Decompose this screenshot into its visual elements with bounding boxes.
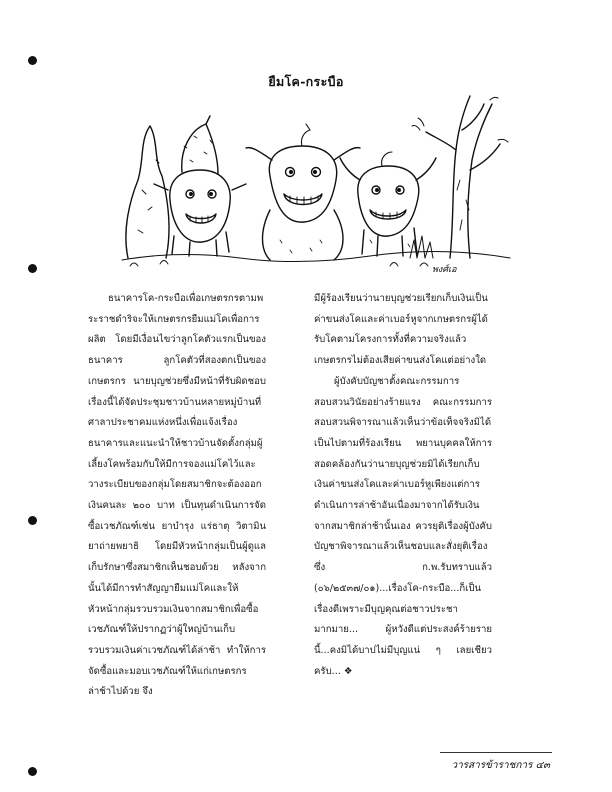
article-column-right bbox=[314, 289, 492, 682]
paragraph: ธนาคารโค-กระบือเพื่อเกษตรกรตามพระราชดำริจะให้เกษตรกรยืมแม่โคเพื่อการผลิต โดยมีเงื่อนไขว่าลูกโคตัวแรกเป็นของธนาคาร ลูกโคตัวที่สองตกเป็นของเกษตรกร นายบุญช่วยซึ่งมีหน้าที่รับผิดชอบเรื่องนี้ได้จัดประชุมชาวบ้านหลายหมู่บ้านที่ศาลาประชาคมแห่งหนึ่งเพื่อแจ้งเรื่องธนาคารและแนะนำให้ชาวบ้านจัดตั้งกลุ่มผู้เลี้ยงโคพร้อมกับให้มีการจองแม่โคไว้และวางระเบียบของกลุ่มโดยสมาชิกจะต้องออกเงินคนละ ๒๐๐ บาท เป็นทุนดำเนินการจัดซื้อเวชภัณฑ์เช่น ยาบำรุง แร่ธาตุ วิตามิน ยาถ่ายพยาธิ โดยมีหัวหน้ากลุ่มเป็นผู้ดูแลเก็บรักษาซึ่งสมาชิกเห็นชอบด้วย หลังจากนั้นได้มีการทำสัญญายืมแม่โคและให้หัวหน้ากลุ่มรวบรวมเงินจากสมาชิกเพื่อซื้อเวชภัณฑ์ให้ปรากฏว่าผู้ใหญ่บ้านเก็บรวบรวมเงินค่าเวชภัณฑ์ได้ล่าช้า ทำให้การจัดซื้อและมอบเวชภัณฑ์ให้แก่เกษตรกรล่าช้าไปด้วย จึง bbox=[88, 293, 266, 698]
cartoon-illustration bbox=[120, 90, 515, 290]
article-title: ยืมโค-กระบือ bbox=[268, 74, 344, 89]
binder-hole-upper-mid bbox=[28, 264, 37, 273]
paragraph: มีผู้ร้องเรียนว่านายบุญช่วยเรียกเก็บเงินเป็นค่าขนส่งโคและค่าเบอร์หูจากเกษตรกรผู้ได้รับโคตามโครงการทั้งที่ความจริงแล้วเกษตรกรไม่ต้องเสียค่าขนส่งโคแต่อย่างใด bbox=[314, 293, 488, 367]
article-column-left bbox=[88, 289, 266, 703]
cartoon-signature: พงศ์เอ bbox=[432, 265, 457, 275]
binder-hole-top bbox=[28, 56, 37, 65]
page-footer: วารสารข้าราชการ ๔๓ bbox=[451, 760, 550, 771]
footer-rule bbox=[440, 752, 552, 753]
binder-hole-bottom bbox=[28, 767, 37, 776]
paragraph: ผู้บังคับบัญชาตั้งคณะกรรมการสอบสวนวินัยอย่างร้ายแรง คณะกรรมการสอบสวนพิจารณาแล้วเห็นว่าข้อเท็จจริงมิได้เป็นไปตามที่ร้องเรียน พยานบุคคลให้การสอดคล้องกันว่านายบุญช่วยมิได้เรียกเก็บเงินค่าขนส่งโคและค่าเบอร์หูเพียงแต่การดำเนินการล่าช้าอันเนื่องมาจากได้รับเงินจากสมาชิกล่าช้านั้นเอง ควรยุติเรื่องผู้บังคับบัญชาพิจารณาแล้วเห็นชอบและสั่งยุติเรื่อง ซึ่ง ก.พ.รับทราบแล้ว (๐๖/๒๕๓๗/๐๑)...เรื่องโค-กระบือ...ก็เป็นเรื่องดีเพราะมีบุญคุณต่อชาวประชามากมาย... ผู้หวังดีแต่ประสงค์ร้ายรายนี้...คงมิได้บาปไม่มีบุญแน่ ๆ เลยเชียวครับ... ❖ bbox=[314, 375, 492, 677]
binder-hole-lower-mid bbox=[28, 516, 37, 525]
